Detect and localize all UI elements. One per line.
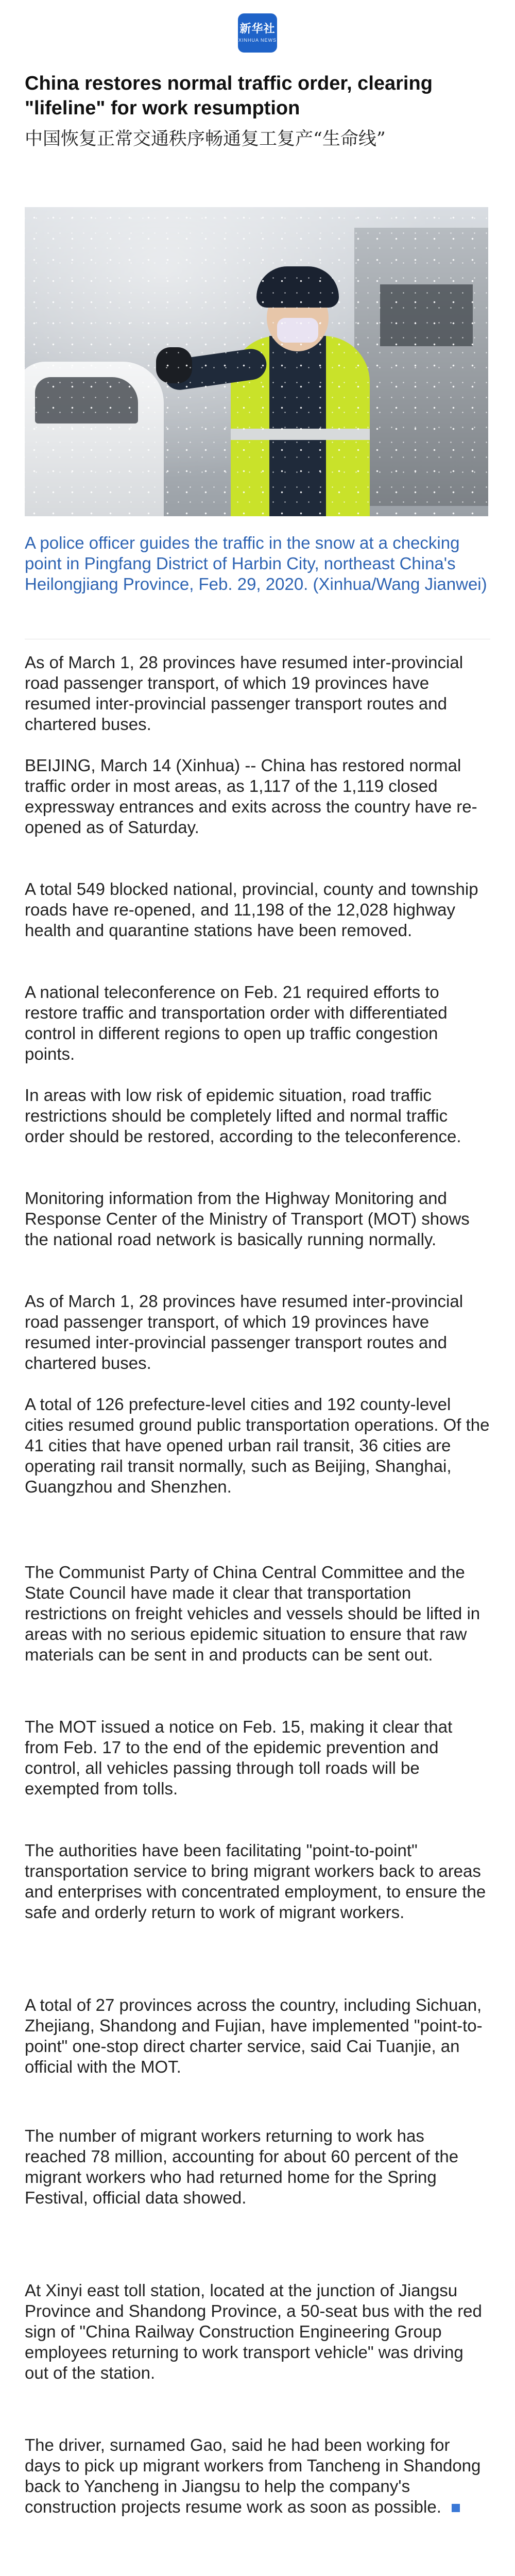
article-paragraph: A total 549 blocked national, provincial, county and township roads have re-opened, and 11,198 of the 12,028 highway health and quarantine stations have been removed. (25, 879, 478, 940)
article-title-en: China restores normal traffic order, clearing "lifeline" for work resumption (25, 73, 433, 119)
article-title-cn: 中国恢复正常交通秩序畅通复工复产“生命线” (25, 129, 386, 149)
article-paragraph: The number of migrant workers returning to work has reached 78 million, accounting for about 60 percent of the migrant workers who had returned home for the Spring Festival, official data showed. (25, 2126, 459, 2207)
end-mark-icon (452, 2504, 460, 2512)
article-paragraph-last (25, 2435, 490, 2517)
logo-glyph: 新华社 (239, 23, 276, 36)
article-paragraph: The MOT issued a notice on Feb. 15, making it clear that from Feb. 17 to the end of the epidemic prevention and control, all vehicles passing through toll roads will be exempted from tolls. (25, 1717, 453, 1798)
logo-sub: XINHUA NEWS (238, 38, 277, 43)
last-paragraph-text: The driver, surnamed Gao, said he had been working for days to pick up migrant workers from Tancheng in Shandong back to Yancheng in Jiangsu to help the company's construction projects resume work as soon as possible. (25, 2435, 481, 2516)
article-paragraph: Monitoring information from the Highway Monitoring and Response Center of the Ministry of Transport (MOT) shows the national road network is basically running normally. (25, 1189, 470, 1249)
article-paragraph: The Communist Party of China Central Committee and the State Council have made it clear that transportation restrictions on freight vehicles and vessels should be lifted in areas with no serious epidemic situation to ensure that raw materials can be sent in and products can be sent out. (25, 1563, 480, 1664)
xinhua-logo (238, 13, 277, 53)
photo-caption: A police officer guides the traffic in the snow at a checking point in Pingfang District of Harbin City, northeast China's Heilongjiang Province, Feb. 29, 2020. (Xinhua/Wang Jianwei) (25, 533, 487, 594)
article-paragraph: A total of 126 prefecture-level cities and 192 county-level cities resumed ground public transportation operations. Of the 41 cities that have opened urban rail transit, 36 cities are operating rail transit normally, such as Beijing, Shanghai, Guangzhou and Shenzhen. (25, 1395, 490, 1496)
article-paragraph: As of March 1, 28 provinces have resumed inter-provincial road passenger transport, of which 19 provinces have resumed inter-provincial passenger transport routes and chartered buses. (25, 1292, 464, 1372)
article-paragraph: A national teleconference on Feb. 21 required efforts to restore traffic and transportation order with differentiated control in different regions to open up traffic congestion points. (25, 982, 448, 1063)
article-paragraph: At Xinyi east toll station, located at the junction of Jiangsu Province and Shandong Province, a 50-seat bus with the red sign of "China Railway Construction Engineering Group employees returning to work transport vehicle" was driving out of the station. (25, 2281, 482, 2382)
article-paragraph: The authorities have been facilitating "point-to-point" transportation service to bring migrant workers back to areas and enterprises with concentrated employment, to ensure the safe and orderly return to work of migrant workers. (25, 1841, 486, 1922)
article-paragraph: As of March 1, 28 provinces have resumed inter-provincial road passenger transport, of which 19 provinces have resumed inter-provincial passenger transport routes and chartered buses. (25, 653, 464, 734)
news-photo (25, 207, 488, 516)
article-paragraph: A total of 27 provinces across the country, including Sichuan, Zhejiang, Shandong and Fujian, have implemented "point-to-point" one-stop direct charter service, said Cai Tuanjie, an official with the MOT. (25, 1995, 483, 2076)
article-paragraph: In areas with low risk of epidemic situation, road traffic restrictions should be completely lifted and normal traffic order should be restored, according to the teleconference. (25, 1086, 461, 1146)
article-paragraph: BEIJING, March 14 (Xinhua) -- China has restored normal traffic order in most areas, as 1,117 of the 1,119 closed expressway entrances and exits across the country have re-opened as of Saturday. (25, 756, 477, 837)
